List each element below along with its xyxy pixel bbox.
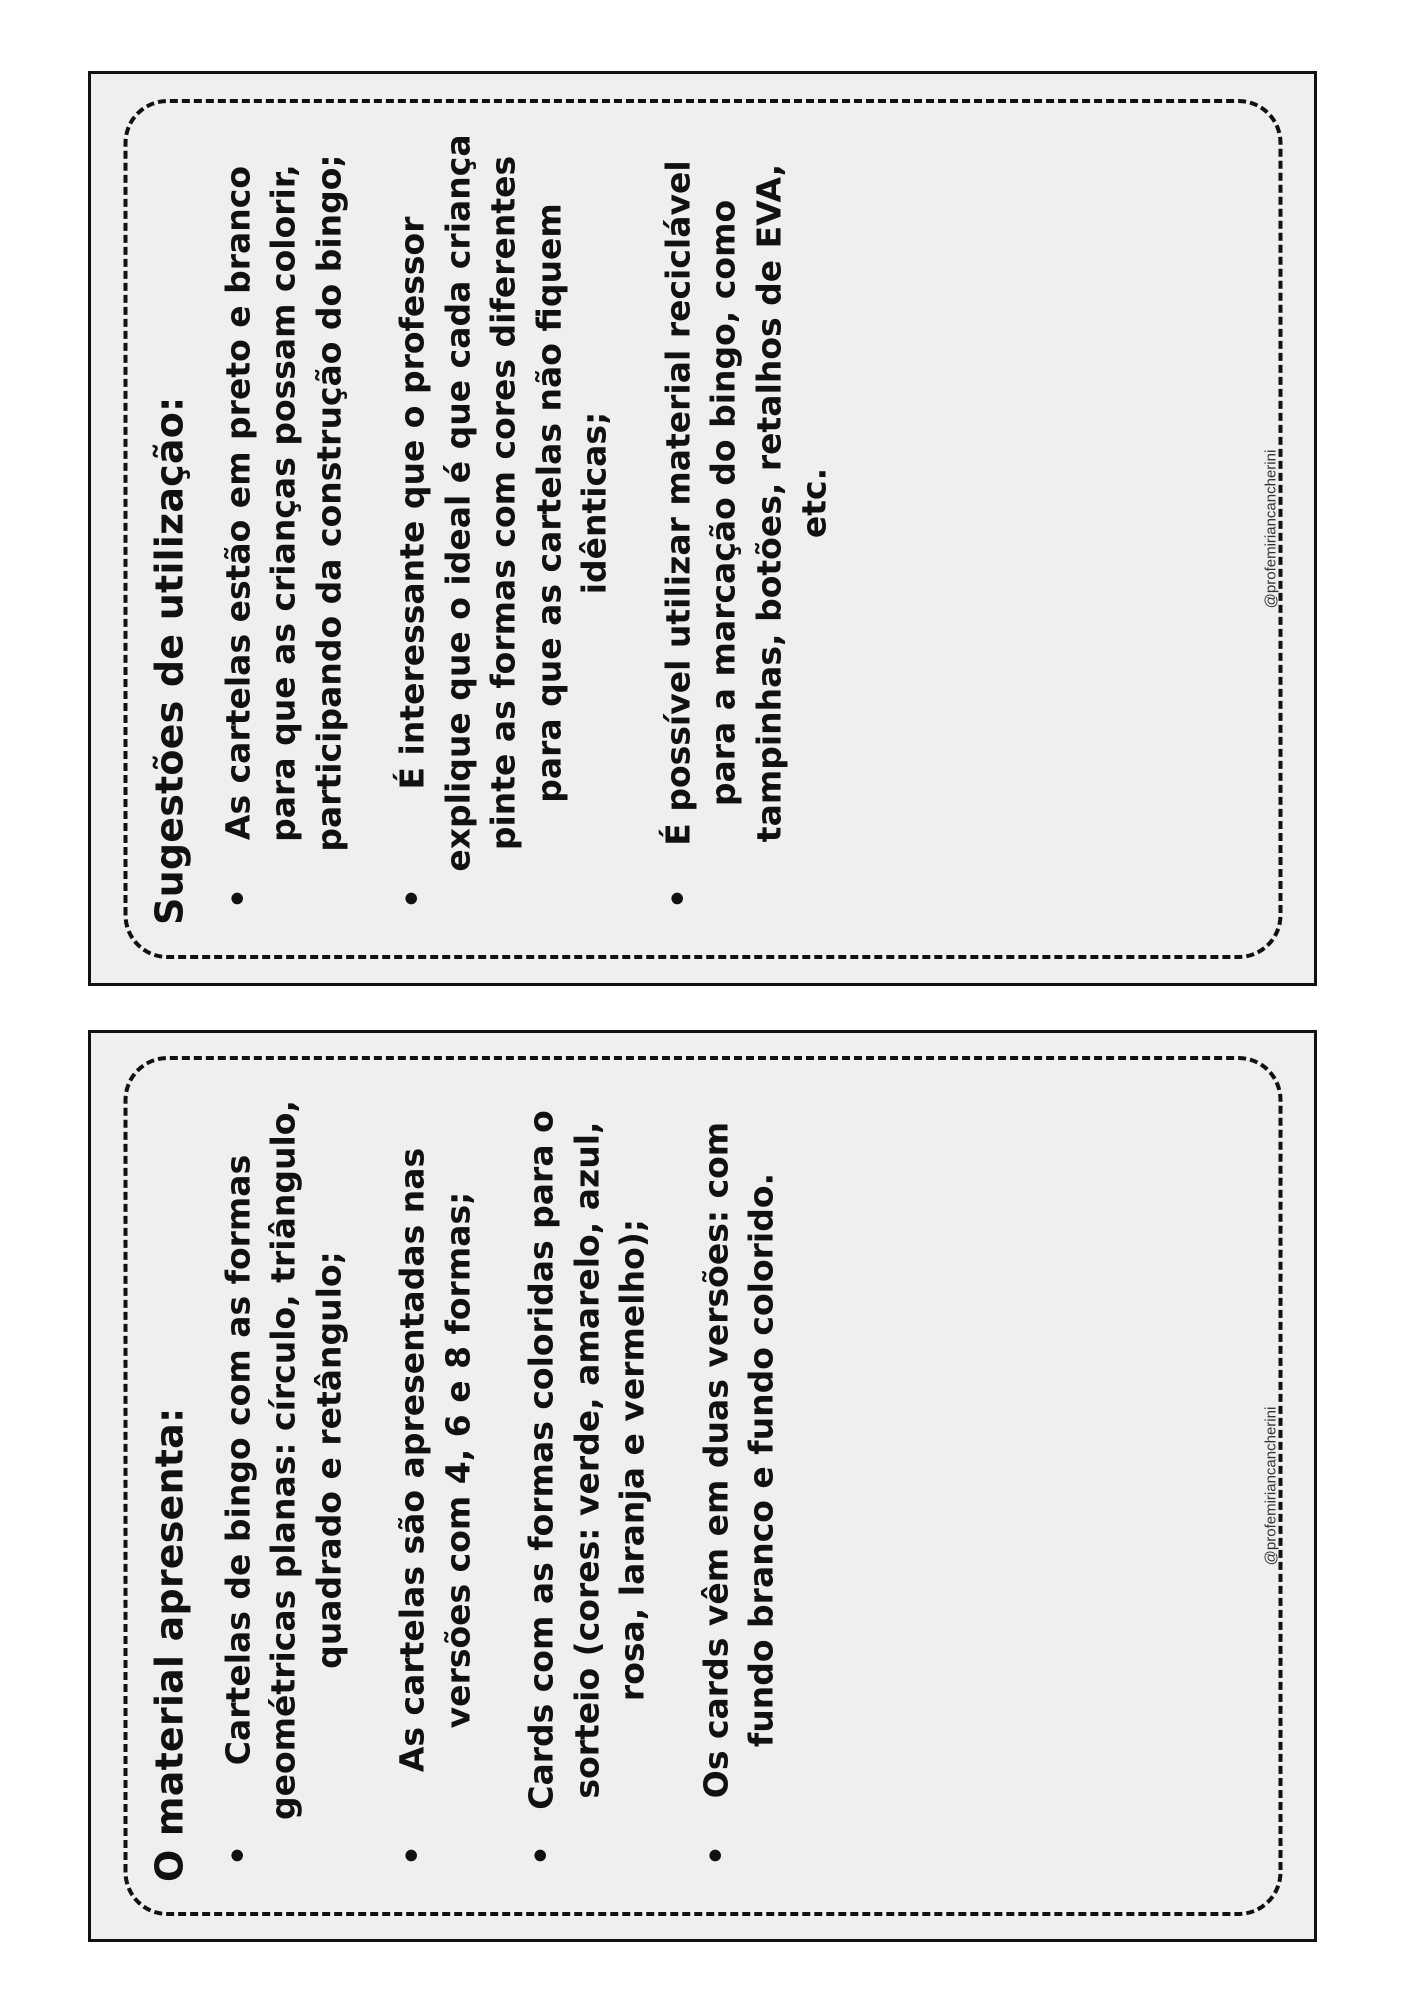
material-list	[215, 1090, 784, 1882]
bullet-icon: •	[695, 1844, 735, 1866]
list-item-text: É interessante que o professor explique que o ideal é que cada criança pinte as formas com cores diferentes para que as cartelas não fiquem idênticas;	[392, 133, 614, 872]
material-title: O material apresenta:	[147, 1407, 191, 1882]
list-item	[693, 1090, 784, 1882]
list-item-text: Os cards vêm em duas versões: com fundo branco e fundo colorido.	[695, 1121, 781, 1799]
suggestions-title: Sugestões de utilização:	[147, 396, 191, 925]
list-item-text: As cartelas estão em preto e branco para que as crianças possam colorir, participando da construção do bingo;	[217, 153, 348, 852]
list-item-text: É possível utilizar material reciclável para a marcação do bingo, como tampinhas, botões, retalhos de EVA, etc.	[657, 159, 834, 846]
bullet-icon: •	[521, 1844, 561, 1866]
list-item	[215, 133, 352, 925]
list-item-text: Cards com as formas coloridas para o sorteio (cores: verde, amarelo, azul, rosa, laranja e vermelho);	[521, 1110, 652, 1810]
material-panel	[88, 1030, 1317, 1942]
author-handle: @profemiriancancherini	[1262, 1406, 1279, 1566]
material-card	[123, 1056, 1282, 1916]
list-item	[215, 1090, 352, 1882]
bullet-icon: •	[392, 887, 432, 909]
suggestions-content	[147, 133, 1279, 925]
bullet-icon: •	[217, 1844, 257, 1866]
list-item-text: Cartelas de bingo com as formas geométricas planas: círculo, triângulo, quadrado e retângulo;	[217, 1099, 348, 1821]
material-content	[147, 1090, 1279, 1882]
author-handle: @profemiriancancherini	[1262, 449, 1279, 608]
suggestions-panel	[88, 71, 1317, 986]
list-item	[655, 133, 837, 925]
list-item-text: As cartelas são apresentadas nas versões com 4, 6 e 8 formas;	[392, 1147, 477, 1773]
bullet-icon: •	[657, 887, 697, 909]
list-item	[389, 1090, 480, 1882]
list-item	[389, 133, 617, 925]
bullet-icon: •	[217, 887, 257, 909]
list-item	[518, 1090, 655, 1882]
suggestions-list	[215, 133, 837, 925]
suggestions-card	[123, 99, 1282, 959]
bullet-icon: •	[392, 1844, 432, 1866]
